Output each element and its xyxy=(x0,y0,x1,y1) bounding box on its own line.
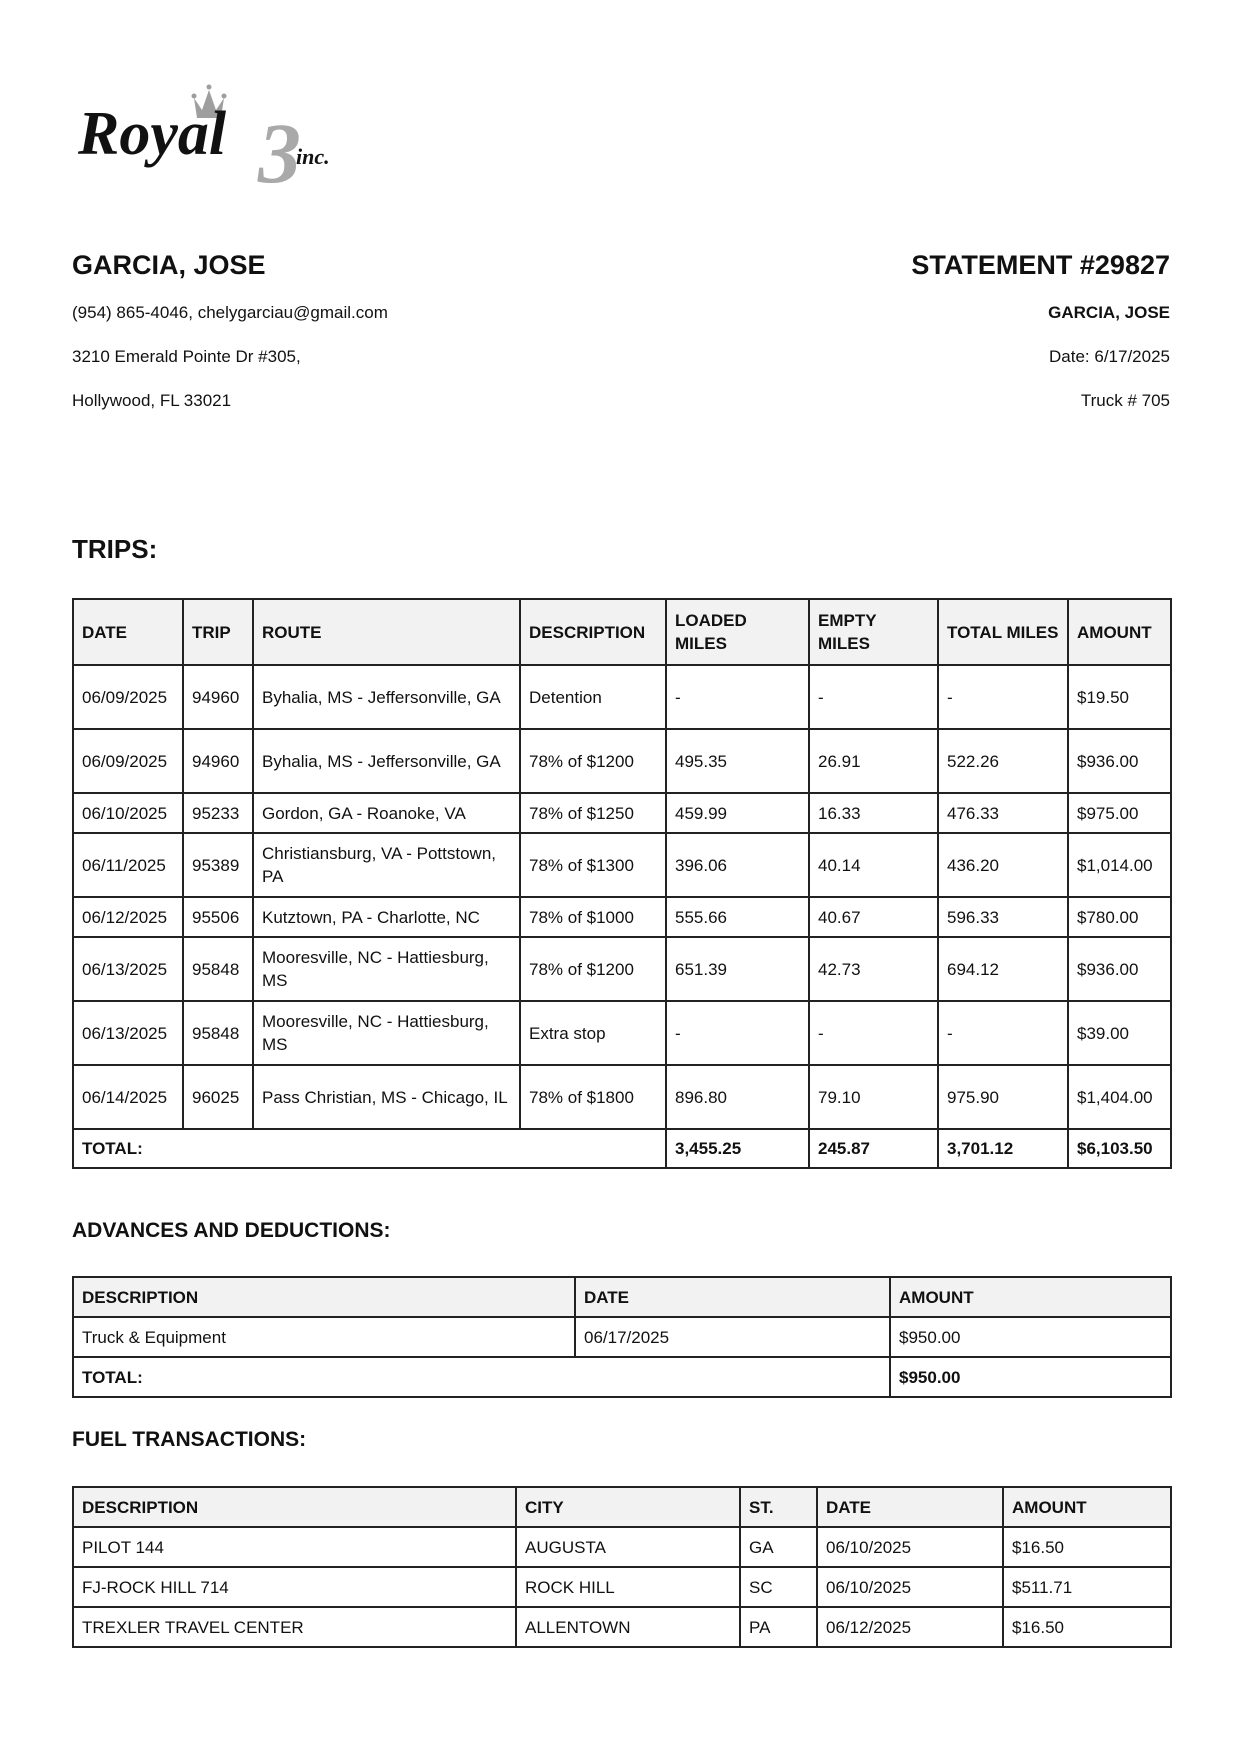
statement-info xyxy=(650,249,1170,435)
trip-total-miles: 596.33 xyxy=(938,897,1068,937)
table-row xyxy=(73,793,1171,833)
trip-total-miles: 522.26 xyxy=(938,729,1068,793)
company-logo xyxy=(78,76,398,196)
trip-empty-miles: - xyxy=(809,1001,938,1065)
trip-loaded-miles: 651.39 xyxy=(666,937,809,1001)
trip-description: 78% of $1000 xyxy=(520,897,666,937)
table-row xyxy=(73,1065,1171,1129)
fuel-col-date: DATE xyxy=(817,1487,1003,1527)
table-row xyxy=(73,897,1171,937)
fuel-state: SC xyxy=(740,1567,817,1607)
table-row xyxy=(73,937,1171,1001)
fuel-header-row xyxy=(73,1487,1171,1527)
table-row xyxy=(73,1527,1171,1567)
trip-amount: $936.00 xyxy=(1068,937,1171,1001)
trip-amount: $39.00 xyxy=(1068,1001,1171,1065)
advance-amount: $950.00 xyxy=(890,1317,1171,1357)
fuel-col-amount: AMOUNT xyxy=(1003,1487,1171,1527)
trip-route: Byhalia, MS - Jeffersonville, GA xyxy=(253,665,520,729)
fuel-col-description: DESCRIPTION xyxy=(73,1487,516,1527)
advances-header-row xyxy=(73,1277,1171,1317)
trip-loaded-miles: - xyxy=(666,1001,809,1065)
trip-number: 95389 xyxy=(183,833,253,897)
trip-number: 95233 xyxy=(183,793,253,833)
trip-amount: $975.00 xyxy=(1068,793,1171,833)
advance-date: 06/17/2025 xyxy=(575,1317,890,1357)
statement-title: STATEMENT #29827 xyxy=(911,250,1170,280)
fuel-description: FJ-ROCK HILL 714 xyxy=(73,1567,516,1607)
trip-empty-miles: 79.10 xyxy=(809,1065,938,1129)
trips-col-trip: TRIP xyxy=(183,599,253,665)
trips-col-total-miles: TOTAL MILES xyxy=(938,599,1068,665)
trips-col-description: DESCRIPTION xyxy=(520,599,666,665)
trips-header-row xyxy=(73,599,1171,665)
fuel-date: 06/10/2025 xyxy=(817,1567,1003,1607)
trip-description: Extra stop xyxy=(520,1001,666,1065)
trip-date: 06/09/2025 xyxy=(73,729,183,793)
trip-number: 96025 xyxy=(183,1065,253,1129)
trip-amount: $1,404.00 xyxy=(1068,1065,1171,1129)
driver-name: GARCIA, JOSE xyxy=(72,250,266,280)
statement-name: GARCIA, JOSE xyxy=(1048,303,1170,322)
trip-empty-miles: - xyxy=(809,665,938,729)
trip-description: 78% of $1300 xyxy=(520,833,666,897)
trip-route: Pass Christian, MS - Chicago, IL xyxy=(253,1065,520,1129)
driver-address-line1: 3210 Emerald Pointe Dr #305, xyxy=(72,347,301,366)
table-row xyxy=(73,729,1171,793)
fuel-state: PA xyxy=(740,1607,817,1647)
trip-date: 06/11/2025 xyxy=(73,833,183,897)
trip-amount: $780.00 xyxy=(1068,897,1171,937)
trips-total-loaded: 3,455.25 xyxy=(666,1129,809,1168)
fuel-state: GA xyxy=(740,1527,817,1567)
driver-address-line2: Hollywood, FL 33021 xyxy=(72,391,232,410)
trip-loaded-miles: 555.66 xyxy=(666,897,809,937)
advances-total-label: TOTAL: xyxy=(73,1357,890,1397)
trips-total-amount: $6,103.50 xyxy=(1068,1129,1171,1168)
trip-date: 06/12/2025 xyxy=(73,897,183,937)
trip-empty-miles: 16.33 xyxy=(809,793,938,833)
fuel-amount: $16.50 xyxy=(1003,1607,1171,1647)
trip-description: 78% of $1200 xyxy=(520,937,666,1001)
trip-total-miles: 694.12 xyxy=(938,937,1068,1001)
trip-amount: $936.00 xyxy=(1068,729,1171,793)
trip-total-miles: 476.33 xyxy=(938,793,1068,833)
trip-date: 06/14/2025 xyxy=(73,1065,183,1129)
trip-number: 95848 xyxy=(183,1001,253,1065)
advances-col-description: DESCRIPTION xyxy=(73,1277,575,1317)
trip-total-miles: - xyxy=(938,665,1068,729)
trip-empty-miles: 40.67 xyxy=(809,897,938,937)
trip-amount: $1,014.00 xyxy=(1068,833,1171,897)
trip-date: 06/13/2025 xyxy=(73,937,183,1001)
fuel-description: PILOT 144 xyxy=(73,1527,516,1567)
fuel-city: ALLENTOWN xyxy=(516,1607,740,1647)
trips-total-miles: 3,701.12 xyxy=(938,1129,1068,1168)
trips-col-date: DATE xyxy=(73,599,183,665)
trip-empty-miles: 26.91 xyxy=(809,729,938,793)
advance-description: Truck & Equipment xyxy=(73,1317,575,1357)
trip-amount: $19.50 xyxy=(1068,665,1171,729)
advances-col-amount: AMOUNT xyxy=(890,1277,1171,1317)
trip-date: 06/13/2025 xyxy=(73,1001,183,1065)
table-row xyxy=(73,1567,1171,1607)
advances-col-date: DATE xyxy=(575,1277,890,1317)
trip-loaded-miles: 495.35 xyxy=(666,729,809,793)
fuel-description: TREXLER TRAVEL CENTER xyxy=(73,1607,516,1647)
trips-col-empty-miles: EMPTY MILES xyxy=(809,599,938,665)
trips-total-row xyxy=(73,1129,1171,1168)
statement-truck: Truck # 705 xyxy=(1080,391,1170,410)
statement-page xyxy=(72,0,1170,1754)
table-row xyxy=(73,665,1171,729)
trips-col-loaded-miles: LOADED MILES xyxy=(666,599,809,665)
fuel-city: AUGUSTA xyxy=(516,1527,740,1567)
trip-empty-miles: 40.14 xyxy=(809,833,938,897)
fuel-amount: $16.50 xyxy=(1003,1527,1171,1567)
trip-route: Gordon, GA - Roanoke, VA xyxy=(253,793,520,833)
advances-total-amount: $950.00 xyxy=(890,1357,1171,1397)
fuel-city: ROCK HILL xyxy=(516,1567,740,1607)
fuel-col-state: ST. xyxy=(740,1487,817,1527)
advances-title: ADVANCES AND DEDUCTIONS: xyxy=(72,1219,391,1242)
svg-text:inc.: inc. xyxy=(296,144,330,169)
trip-date: 06/09/2025 xyxy=(73,665,183,729)
trip-route: Byhalia, MS - Jeffersonville, GA xyxy=(253,729,520,793)
table-row xyxy=(73,833,1171,897)
advances-total-row xyxy=(73,1357,1171,1397)
trip-route: Christiansburg, VA - Pottstown, PA xyxy=(253,833,520,897)
trips-col-route: ROUTE xyxy=(253,599,520,665)
trip-loaded-miles: 459.99 xyxy=(666,793,809,833)
trips-title: TRIPS: xyxy=(72,534,158,564)
driver-info xyxy=(72,249,632,435)
svg-text:Royal: Royal xyxy=(78,100,227,168)
trip-total-miles: 975.90 xyxy=(938,1065,1068,1129)
trip-description: 78% of $1200 xyxy=(520,729,666,793)
trip-number: 95848 xyxy=(183,937,253,1001)
fuel-date: 06/12/2025 xyxy=(817,1607,1003,1647)
trips-col-amount: AMOUNT xyxy=(1068,599,1171,665)
trip-loaded-miles: 396.06 xyxy=(666,833,809,897)
driver-contact: (954) 865-4046, chelygarciau@gmail.com xyxy=(72,303,388,322)
trip-loaded-miles: 896.80 xyxy=(666,1065,809,1129)
trip-description: 78% of $1800 xyxy=(520,1065,666,1129)
table-row xyxy=(73,1607,1171,1647)
trip-route: Mooresville, NC - Hattiesburg, MS xyxy=(253,937,520,1001)
table-row xyxy=(73,1001,1171,1065)
trip-empty-miles: 42.73 xyxy=(809,937,938,1001)
fuel-col-city: CITY xyxy=(516,1487,740,1527)
trip-number: 94960 xyxy=(183,729,253,793)
trip-route: Mooresville, NC - Hattiesburg, MS xyxy=(253,1001,520,1065)
trips-table xyxy=(72,598,1172,1169)
trip-loaded-miles: - xyxy=(666,665,809,729)
trip-description: 78% of $1250 xyxy=(520,793,666,833)
advances-table xyxy=(72,1276,1172,1398)
trip-total-miles: - xyxy=(938,1001,1068,1065)
trip-number: 94960 xyxy=(183,665,253,729)
trips-total-label: TOTAL: xyxy=(73,1129,666,1168)
fuel-amount: $511.71 xyxy=(1003,1567,1171,1607)
table-row xyxy=(73,1317,1171,1357)
fuel-date: 06/10/2025 xyxy=(817,1527,1003,1567)
trip-number: 95506 xyxy=(183,897,253,937)
trip-date: 06/10/2025 xyxy=(73,793,183,833)
fuel-table xyxy=(72,1486,1172,1648)
trip-route: Kutztown, PA - Charlotte, NC xyxy=(253,897,520,937)
trip-description: Detention xyxy=(520,665,666,729)
fuel-title: FUEL TRANSACTIONS: xyxy=(72,1428,307,1451)
statement-date: Date: 6/17/2025 xyxy=(1049,347,1170,366)
trips-total-empty: 245.87 xyxy=(809,1129,938,1168)
trip-total-miles: 436.20 xyxy=(938,833,1068,897)
svg-text:3: 3 xyxy=(258,105,301,196)
